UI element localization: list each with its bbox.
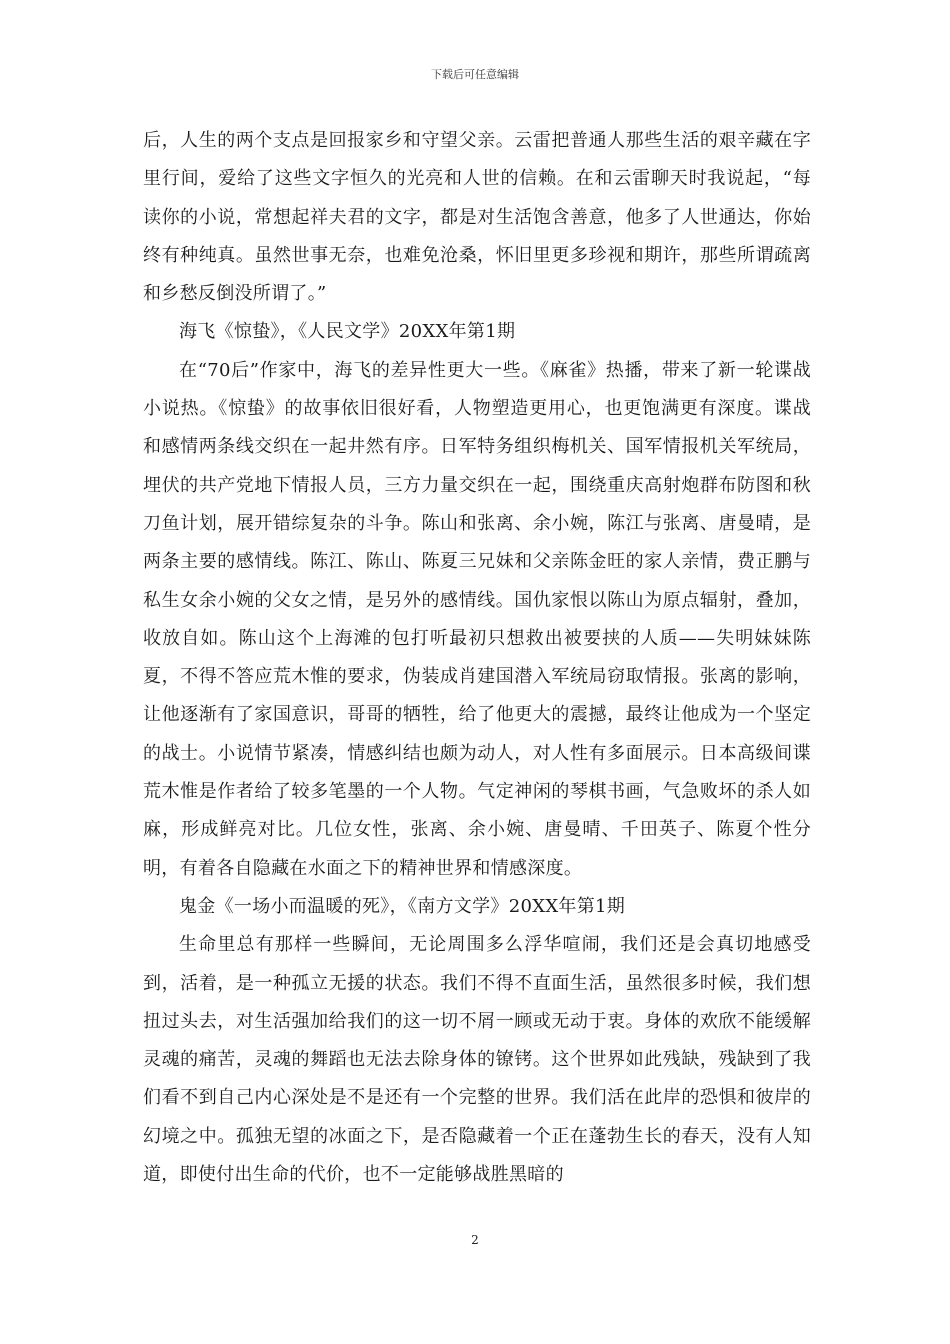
paragraph-haifei-review: 在“70后”作家中，海飞的差异性更大一些。《麻雀》热播，带来了新一轮谍战小说热。《惊蛰》的故事依旧很好看，人物塑造更用心，也更饱满更有深度。谍战和感情两条线交织在一起井然有序。日军特务组织梅机关、国军情报机关军统局，埋伏的共产党地下情报人员，三方力量交织在一起，围绕重庆高射炮群布防图和秋刀鱼计划，展开错综复杂的斗争。陈山和张离、余小婉，陈江与张离、唐曼晴，是两条主要的感情线。陈江、陈山、陈夏三兄妹和父亲陈金旺的家人亲情，费正鹏与私生女余小婉的父女之情，是另外的感情线。国仇家恨以陈山为原点辐射，叠加，收放自如。陈山这个上海滩的包打听最初只想救出被要挟的人质——失明妹妹陈夏，不得不答应荒木惟的要求，伪装成肖建国潜入军统局窃取情报。张离的影响，让他逐渐有了家国意识，哥哥的牺牲，给了他更大的震撼，最终让他成为一个坚定的战士。小说情节紧凑，情感纠结也颇为动人，对人性有多面展示。日本高级间谍荒木惟是作者给了较多笔墨的一个人物。气定神闲的琴棋书画，气急败坏的杀人如麻，形成鲜亮对比。几位女性，张离、余小婉、唐曼晴、千田英子、陈夏个性分明，有着各自隐藏在水面之下的精神世界和情感深度。: [143, 359, 811, 879]
paragraph-guijin-review: 生命里总有那样一些瞬间，无论周围多么浮华喧闹，我们还是会真切地感受到，活着，是一种孤立无援的状态。我们不得不直面生活，虽然很多时候，我们想扭过头去，对生活强加给我们的这一切不屑一顾或无动于衷。身体的欢欣不能缓解灵魂的痛苦，灵魂的舞蹈也无法去除身体的镣铐。这个世界如此残缺，残缺到了我们看不到自己内心深处是不是还有一个完整的世界。我们活在此岸的恐惧和彼岸的幻境之中。孤独无望的冰面之下，是否隐藏着一个正在蓬勃生长的春天，没有人知道，即使付出生命的代价，也不一定能够战胜黑暗的: [143, 934, 811, 1186]
page-header: 下载后可任意编辑: [431, 68, 519, 81]
page-number: 2: [471, 1233, 479, 1247]
document-body: [143, 122, 811, 1194]
paragraph-continuation: 后，人生的两个支点是回报家乡和守望父亲。云雷把普通人那些生活的艰辛藏在字里行间，爱给了这些文字恒久的光亮和人世的信赖。在和云雷聊天时我说起，“每读你的小说，常想起祥夫君的文字，都是对生活饱含善意，他多了人世通达，你始终有种纯真。虽然世事无奈，也难免沧桑，怀旧里更多珍视和期许，那些所谓疏离和乡愁反倒没所谓了。”: [143, 130, 811, 305]
review-heading-guijin: 鬼金《一场小而温暖的死》，《南方文学》20XX年第1期: [179, 895, 626, 917]
review-heading-haifei: 海飞《惊蛰》，《人民文学》20XX年第1期: [179, 321, 516, 343]
